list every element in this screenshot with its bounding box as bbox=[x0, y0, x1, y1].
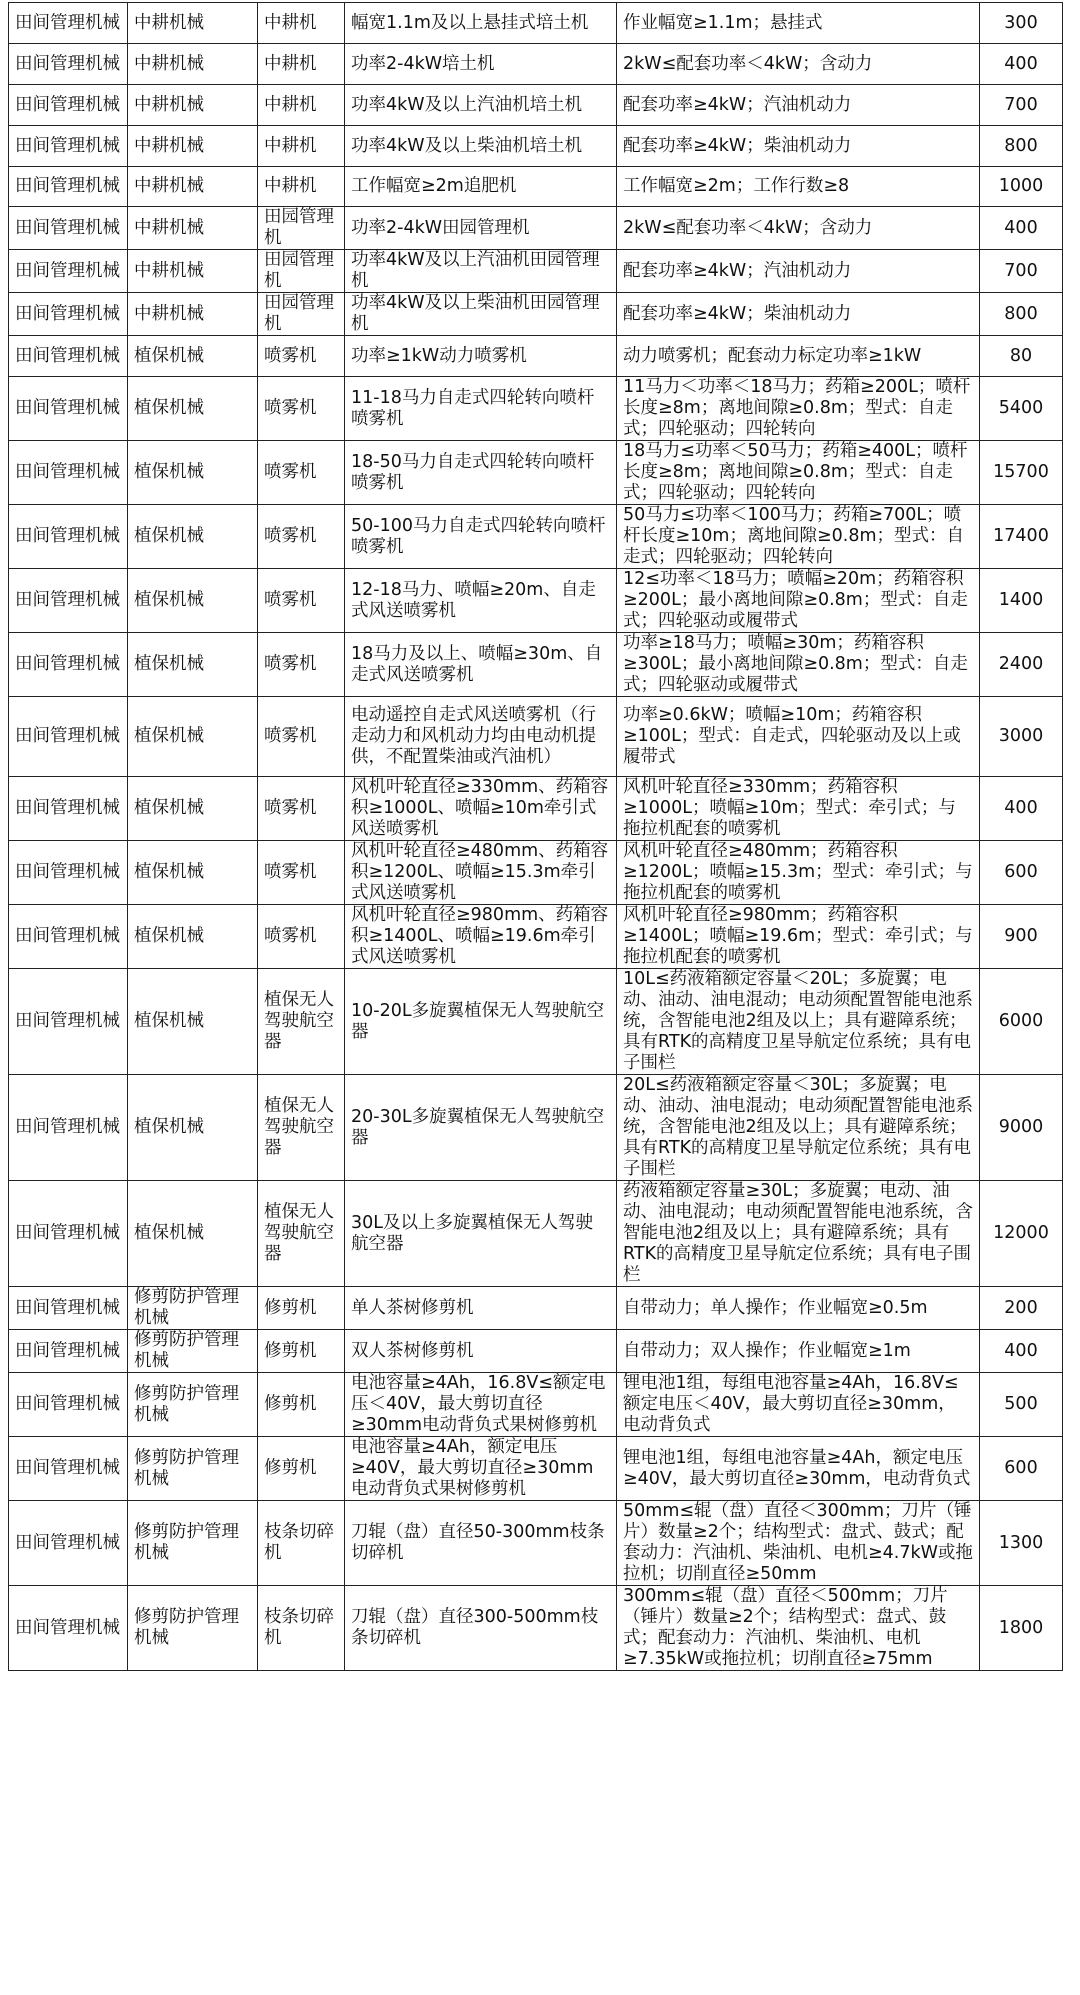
parameters-cell: 50马力≤功率＜100马力；药箱≥700L；喷杆长度≥10m；离地间隙≥0.8m；型式：自走式；四轮驱动；四轮转向 bbox=[617, 505, 980, 569]
subcategory-cell: 植保机械 bbox=[128, 841, 258, 905]
subsidy-cell: 6000 bbox=[980, 969, 1063, 1075]
subsidy-cell: 700 bbox=[980, 250, 1063, 293]
parameters-cell: 2kW≤配套功率＜4kW；含动力 bbox=[617, 207, 980, 250]
category-cell: 田间管理机械 bbox=[9, 293, 128, 336]
subsidy-cell: 400 bbox=[980, 777, 1063, 841]
item-cell: 中耕机 bbox=[258, 44, 345, 85]
subcategory-cell: 中耕机械 bbox=[128, 126, 258, 167]
parameters-cell: 自带动力；双人操作；作业幅宽≥1m bbox=[617, 1330, 980, 1373]
parameters-cell: 自带动力；单人操作；作业幅宽≥0.5m bbox=[617, 1287, 980, 1330]
item-cell: 喷雾机 bbox=[258, 905, 345, 969]
subcategory-cell: 植保机械 bbox=[128, 1181, 258, 1287]
category-cell: 田间管理机械 bbox=[9, 697, 128, 777]
subcategory-cell: 中耕机械 bbox=[128, 250, 258, 293]
table-row bbox=[9, 505, 1063, 569]
subsidy-cell: 1300 bbox=[980, 1501, 1063, 1586]
subcategory-cell: 修剪防护管理机械 bbox=[128, 1330, 258, 1373]
subcategory-cell: 植保机械 bbox=[128, 336, 258, 377]
parameters-cell: 作业幅宽≥1.1m；悬挂式 bbox=[617, 3, 980, 44]
grade-cell: 30L及以上多旋翼植保无人驾驶航空器 bbox=[345, 1181, 617, 1287]
subsidy-cell: 600 bbox=[980, 841, 1063, 905]
subcategory-cell: 植保机械 bbox=[128, 1075, 258, 1181]
grade-cell: 18-50马力自走式四轮转向喷杆喷雾机 bbox=[345, 441, 617, 505]
category-cell: 田间管理机械 bbox=[9, 250, 128, 293]
subcategory-cell: 植保机械 bbox=[128, 969, 258, 1075]
parameters-cell: 50mm≤辊（盘）直径＜300mm；刀片（锤片）数量≥2个；结构型式：盘式、鼓式；配套动力：汽油机、柴油机、电机≥4.7kW或拖拉机；切削直径≥50mm bbox=[617, 1501, 980, 1586]
category-cell: 田间管理机械 bbox=[9, 1075, 128, 1181]
item-cell: 中耕机 bbox=[258, 3, 345, 44]
subsidy-cell: 12000 bbox=[980, 1181, 1063, 1287]
subsidy-cell: 600 bbox=[980, 1437, 1063, 1501]
subcategory-cell: 中耕机械 bbox=[128, 44, 258, 85]
table-row bbox=[9, 44, 1063, 85]
parameters-cell: 功率≥0.6kW；喷幅≥10m；药箱容积≥100L；型式：自走式，四轮驱动及以上或履带式 bbox=[617, 697, 980, 777]
subcategory-cell: 修剪防护管理机械 bbox=[128, 1501, 258, 1586]
subcategory-cell: 修剪防护管理机械 bbox=[128, 1437, 258, 1501]
grade-cell: 12-18马力、喷幅≥20m、自走式风送喷雾机 bbox=[345, 569, 617, 633]
subsidy-cell: 2400 bbox=[980, 633, 1063, 697]
table-row bbox=[9, 3, 1063, 44]
category-cell: 田间管理机械 bbox=[9, 1586, 128, 1671]
subcategory-cell: 植保机械 bbox=[128, 505, 258, 569]
table-row bbox=[9, 1075, 1063, 1181]
subsidy-cell: 400 bbox=[980, 1330, 1063, 1373]
grade-cell: 20-30L多旋翼植保无人驾驶航空器 bbox=[345, 1075, 617, 1181]
grade-cell: 风机叶轮直径≥330mm、药箱容积≥1000L、喷幅≥10m牵引式风送喷雾机 bbox=[345, 777, 617, 841]
subcategory-cell: 中耕机械 bbox=[128, 167, 258, 207]
subsidy-cell: 900 bbox=[980, 905, 1063, 969]
parameters-cell: 11马力＜功率＜18马力；药箱≥200L；喷杆长度≥8m；离地间隙≥0.8m；型式：自走式；四轮驱动；四轮转向 bbox=[617, 377, 980, 441]
table-row bbox=[9, 293, 1063, 336]
grade-cell: 工作幅宽≥2m追肥机 bbox=[345, 167, 617, 207]
item-cell: 喷雾机 bbox=[258, 633, 345, 697]
category-cell: 田间管理机械 bbox=[9, 777, 128, 841]
parameters-cell: 2kW≤配套功率＜4kW；含动力 bbox=[617, 44, 980, 85]
subcategory-cell: 植保机械 bbox=[128, 569, 258, 633]
subcategory-cell: 修剪防护管理机械 bbox=[128, 1287, 258, 1330]
category-cell: 田间管理机械 bbox=[9, 377, 128, 441]
parameters-cell: 配套功率≥4kW；汽油机动力 bbox=[617, 85, 980, 126]
item-cell: 喷雾机 bbox=[258, 377, 345, 441]
subcategory-cell: 中耕机械 bbox=[128, 3, 258, 44]
table-row bbox=[9, 841, 1063, 905]
category-cell: 田间管理机械 bbox=[9, 126, 128, 167]
table-row bbox=[9, 167, 1063, 207]
item-cell: 喷雾机 bbox=[258, 841, 345, 905]
item-cell: 植保无人驾驶航空器 bbox=[258, 1075, 345, 1181]
grade-cell: 功率4kW及以上汽油机培土机 bbox=[345, 85, 617, 126]
table-row bbox=[9, 441, 1063, 505]
grade-cell: 刀辊（盘）直径300-500mm枝条切碎机 bbox=[345, 1586, 617, 1671]
table-row bbox=[9, 569, 1063, 633]
table-row bbox=[9, 336, 1063, 377]
parameters-cell: 工作幅宽≥2m；工作行数≥8 bbox=[617, 167, 980, 207]
subcategory-cell: 植保机械 bbox=[128, 697, 258, 777]
subsidy-cell: 400 bbox=[980, 207, 1063, 250]
item-cell: 植保无人驾驶航空器 bbox=[258, 1181, 345, 1287]
item-cell: 植保无人驾驶航空器 bbox=[258, 969, 345, 1075]
grade-cell: 11-18马力自走式四轮转向喷杆喷雾机 bbox=[345, 377, 617, 441]
table-row bbox=[9, 207, 1063, 250]
item-cell: 修剪机 bbox=[258, 1287, 345, 1330]
subsidy-cell: 800 bbox=[980, 293, 1063, 336]
category-cell: 田间管理机械 bbox=[9, 336, 128, 377]
parameters-cell: 10L≤药液箱额定容量＜20L；多旋翼；电动、油动、油电混动；电动须配置智能电池系统，含智能电池2组及以上；具有避障系统；具有RTK的高精度卫星导航定位系统；具有电子围栏 bbox=[617, 969, 980, 1075]
item-cell: 修剪机 bbox=[258, 1373, 345, 1437]
grade-cell: 双人茶树修剪机 bbox=[345, 1330, 617, 1373]
subsidy-cell: 9000 bbox=[980, 1075, 1063, 1181]
table-row bbox=[9, 126, 1063, 167]
category-cell: 田间管理机械 bbox=[9, 569, 128, 633]
item-cell: 修剪机 bbox=[258, 1330, 345, 1373]
subsidy-cell: 1400 bbox=[980, 569, 1063, 633]
parameters-cell: 锂电池1组，每组电池容量≥4Ah，额定电压≥40V，最大剪切直径≥30mm，电动背负式 bbox=[617, 1437, 980, 1501]
category-cell: 田间管理机械 bbox=[9, 633, 128, 697]
category-cell: 田间管理机械 bbox=[9, 207, 128, 250]
category-cell: 田间管理机械 bbox=[9, 1181, 128, 1287]
grade-cell: 功率≥1kW动力喷雾机 bbox=[345, 336, 617, 377]
table-row bbox=[9, 1373, 1063, 1437]
grade-cell: 功率4kW及以上柴油机培土机 bbox=[345, 126, 617, 167]
table-row bbox=[9, 250, 1063, 293]
subsidy-cell: 3000 bbox=[980, 697, 1063, 777]
category-cell: 田间管理机械 bbox=[9, 841, 128, 905]
table-row bbox=[9, 1287, 1063, 1330]
grade-cell: 风机叶轮直径≥980mm、药箱容积≥1400L、喷幅≥19.6m牵引式风送喷雾机 bbox=[345, 905, 617, 969]
parameters-cell: 药液箱额定容量≥30L；多旋翼；电动、油动、油电混动；电动须配置智能电池系统，含智能电池2组及以上；具有避障系统；具有RTK的高精度卫星导航定位系统；具有电子围栏 bbox=[617, 1181, 980, 1287]
item-cell: 喷雾机 bbox=[258, 441, 345, 505]
category-cell: 田间管理机械 bbox=[9, 85, 128, 126]
table-row bbox=[9, 697, 1063, 777]
item-cell: 喷雾机 bbox=[258, 777, 345, 841]
subcategory-cell: 植保机械 bbox=[128, 905, 258, 969]
item-cell: 喷雾机 bbox=[258, 505, 345, 569]
category-cell: 田间管理机械 bbox=[9, 1437, 128, 1501]
parameters-cell: 风机叶轮直径≥330mm；药箱容积≥1000L；喷幅≥10m；型式：牵引式；与拖拉机配套的喷雾机 bbox=[617, 777, 980, 841]
category-cell: 田间管理机械 bbox=[9, 905, 128, 969]
table-row bbox=[9, 1181, 1063, 1287]
parameters-cell: 300mm≤辊（盘）直径＜500mm；刀片（锤片）数量≥2个；结构型式：盘式、鼓式；配套动力：汽油机、柴油机、电机≥7.35kW或拖拉机；切削直径≥75mm bbox=[617, 1586, 980, 1671]
parameters-cell: 动力喷雾机；配套动力标定功率≥1kW bbox=[617, 336, 980, 377]
item-cell: 中耕机 bbox=[258, 126, 345, 167]
subcategory-cell: 中耕机械 bbox=[128, 207, 258, 250]
table-body bbox=[9, 3, 1063, 1671]
table-row bbox=[9, 905, 1063, 969]
subsidy-cell: 1800 bbox=[980, 1586, 1063, 1671]
table-row bbox=[9, 633, 1063, 697]
parameters-cell: 风机叶轮直径≥980mm；药箱容积≥1400L；喷幅≥19.6m；型式：牵引式；与拖拉机配套的喷雾机 bbox=[617, 905, 980, 969]
subsidy-cell: 5400 bbox=[980, 377, 1063, 441]
parameters-cell: 风机叶轮直径≥480mm；药箱容积≥1200L；喷幅≥15.3m；型式：牵引式；与拖拉机配套的喷雾机 bbox=[617, 841, 980, 905]
grade-cell: 单人茶树修剪机 bbox=[345, 1287, 617, 1330]
item-cell: 田园管理机 bbox=[258, 293, 345, 336]
parameters-cell: 配套功率≥4kW；柴油机动力 bbox=[617, 293, 980, 336]
subsidy-cell: 17400 bbox=[980, 505, 1063, 569]
grade-cell: 风机叶轮直径≥480mm、药箱容积≥1200L、喷幅≥15.3m牵引式风送喷雾机 bbox=[345, 841, 617, 905]
subsidy-cell: 1000 bbox=[980, 167, 1063, 207]
category-cell: 田间管理机械 bbox=[9, 167, 128, 207]
grade-cell: 功率2-4kW田园管理机 bbox=[345, 207, 617, 250]
subsidy-cell: 400 bbox=[980, 44, 1063, 85]
subsidy-cell: 500 bbox=[980, 1373, 1063, 1437]
subcategory-cell: 植保机械 bbox=[128, 441, 258, 505]
item-cell: 喷雾机 bbox=[258, 336, 345, 377]
item-cell: 枝条切碎机 bbox=[258, 1501, 345, 1586]
grade-cell: 刀辊（盘）直径50-300mm枝条切碎机 bbox=[345, 1501, 617, 1586]
subsidy-cell: 300 bbox=[980, 3, 1063, 44]
category-cell: 田间管理机械 bbox=[9, 505, 128, 569]
grade-cell: 10-20L多旋翼植保无人驾驶航空器 bbox=[345, 969, 617, 1075]
item-cell: 喷雾机 bbox=[258, 569, 345, 633]
subsidy-table bbox=[8, 2, 1063, 1671]
category-cell: 田间管理机械 bbox=[9, 44, 128, 85]
category-cell: 田间管理机械 bbox=[9, 1501, 128, 1586]
item-cell: 修剪机 bbox=[258, 1437, 345, 1501]
category-cell: 田间管理机械 bbox=[9, 3, 128, 44]
table-row bbox=[9, 1501, 1063, 1586]
table-row bbox=[9, 1437, 1063, 1501]
subcategory-cell: 中耕机械 bbox=[128, 293, 258, 336]
subcategory-cell: 植保机械 bbox=[128, 777, 258, 841]
item-cell: 中耕机 bbox=[258, 167, 345, 207]
grade-cell: 幅宽1.1m及以上悬挂式培土机 bbox=[345, 3, 617, 44]
subsidy-cell: 700 bbox=[980, 85, 1063, 126]
item-cell: 田园管理机 bbox=[258, 207, 345, 250]
parameters-cell: 18马力≤功率＜50马力；药箱≥400L；喷杆长度≥8m；离地间隙≥0.8m；型式：自走式；四轮驱动；四轮转向 bbox=[617, 441, 980, 505]
parameters-cell: 20L≤药液箱额定容量＜30L；多旋翼；电动、油动、油电混动；电动须配置智能电池系统，含智能电池2组及以上；具有避障系统；具有RTK的高精度卫星导航定位系统；具有电子围栏 bbox=[617, 1075, 980, 1181]
parameters-cell: 配套功率≥4kW；柴油机动力 bbox=[617, 126, 980, 167]
item-cell: 枝条切碎机 bbox=[258, 1586, 345, 1671]
grade-cell: 18马力及以上、喷幅≥30m、自走式风送喷雾机 bbox=[345, 633, 617, 697]
subcategory-cell: 修剪防护管理机械 bbox=[128, 1586, 258, 1671]
parameters-cell: 功率≥18马力；喷幅≥30m；药箱容积≥300L；最小离地间隙≥0.8m；型式：自走式；四轮驱动或履带式 bbox=[617, 633, 980, 697]
subcategory-cell: 植保机械 bbox=[128, 633, 258, 697]
table-row bbox=[9, 1330, 1063, 1373]
grade-cell: 功率2-4kW培土机 bbox=[345, 44, 617, 85]
item-cell: 田园管理机 bbox=[258, 250, 345, 293]
category-cell: 田间管理机械 bbox=[9, 1373, 128, 1437]
category-cell: 田间管理机械 bbox=[9, 969, 128, 1075]
parameters-cell: 配套功率≥4kW；汽油机动力 bbox=[617, 250, 980, 293]
category-cell: 田间管理机械 bbox=[9, 441, 128, 505]
grade-cell: 功率4kW及以上汽油机田园管理机 bbox=[345, 250, 617, 293]
subsidy-cell: 80 bbox=[980, 336, 1063, 377]
category-cell: 田间管理机械 bbox=[9, 1287, 128, 1330]
grade-cell: 功率4kW及以上柴油机田园管理机 bbox=[345, 293, 617, 336]
grade-cell: 50-100马力自走式四轮转向喷杆喷雾机 bbox=[345, 505, 617, 569]
grade-cell: 电池容量≥4Ah，额定电压≥40V，最大剪切直径≥30mm电动背负式果树修剪机 bbox=[345, 1437, 617, 1501]
subcategory-cell: 修剪防护管理机械 bbox=[128, 1373, 258, 1437]
table-row bbox=[9, 377, 1063, 441]
subsidy-cell: 15700 bbox=[980, 441, 1063, 505]
table-row bbox=[9, 777, 1063, 841]
subcategory-cell: 植保机械 bbox=[128, 377, 258, 441]
parameters-cell: 锂电池1组，每组电池容量≥4Ah，16.8V≤额定电压＜40V，最大剪切直径≥30mm，电动背负式 bbox=[617, 1373, 980, 1437]
subsidy-cell: 200 bbox=[980, 1287, 1063, 1330]
subcategory-cell: 中耕机械 bbox=[128, 85, 258, 126]
subsidy-cell: 800 bbox=[980, 126, 1063, 167]
grade-cell: 电动遥控自走式风送喷雾机（行走动力和风机动力均由电动机提供，不配置柴油或汽油机） bbox=[345, 697, 617, 777]
table-row bbox=[9, 1586, 1063, 1671]
parameters-cell: 12≤功率＜18马力；喷幅≥20m；药箱容积≥200L；最小离地间隙≥0.8m；型式：自走式；四轮驱动或履带式 bbox=[617, 569, 980, 633]
item-cell: 喷雾机 bbox=[258, 697, 345, 777]
table-row bbox=[9, 969, 1063, 1075]
table-row bbox=[9, 85, 1063, 126]
grade-cell: 电池容量≥4Ah，16.8V≤额定电压＜40V，最大剪切直径≥30mm电动背负式果树修剪机 bbox=[345, 1373, 617, 1437]
category-cell: 田间管理机械 bbox=[9, 1330, 128, 1373]
item-cell: 中耕机 bbox=[258, 85, 345, 126]
